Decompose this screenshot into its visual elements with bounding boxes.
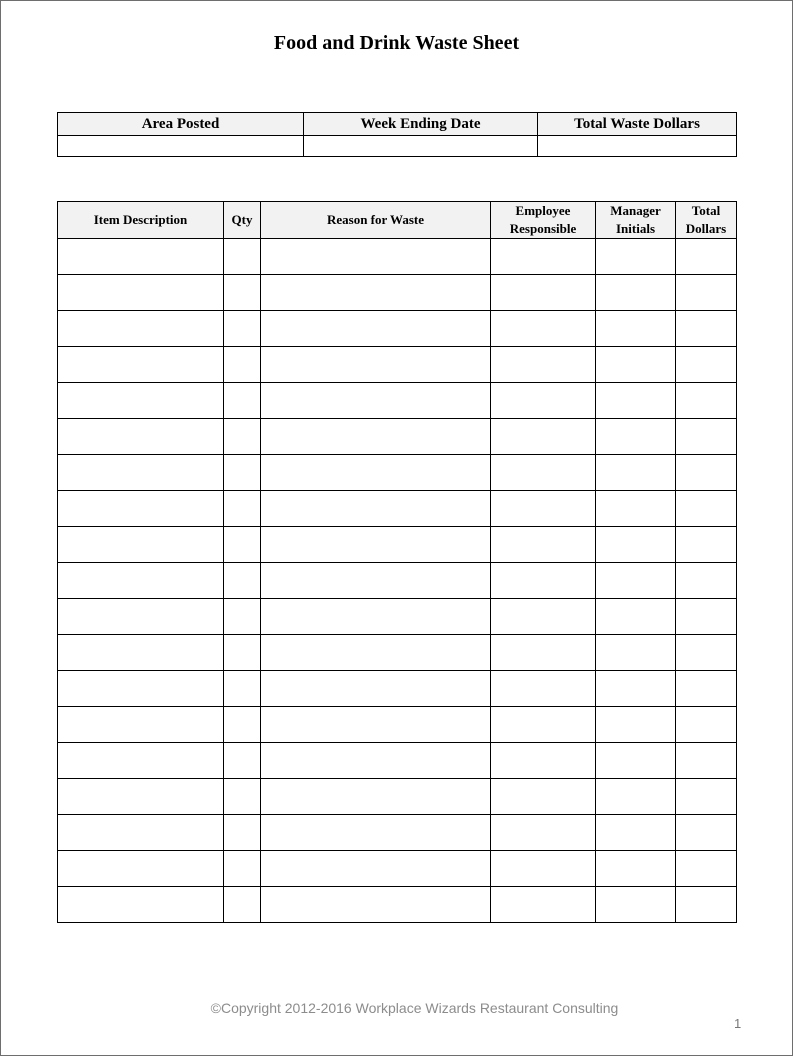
qty-cell[interactable]	[224, 239, 261, 275]
item-description-cell[interactable]	[58, 743, 224, 779]
table-row	[58, 707, 737, 743]
qty-cell[interactable]	[224, 311, 261, 347]
employee-responsible-cell[interactable]	[491, 383, 596, 419]
qty-cell[interactable]	[224, 347, 261, 383]
manager-initials-cell[interactable]	[596, 851, 676, 887]
item-description-cell[interactable]	[58, 491, 224, 527]
manager-initials-header: Manager Initials	[596, 202, 676, 239]
item-description-cell[interactable]	[58, 455, 224, 491]
week-ending-date-field[interactable]	[304, 136, 538, 157]
manager-initials-cell[interactable]	[596, 815, 676, 851]
total-dollars-cell[interactable]	[676, 851, 737, 887]
reason-for-waste-cell[interactable]	[261, 851, 491, 887]
qty-cell[interactable]	[224, 599, 261, 635]
qty-cell[interactable]	[224, 383, 261, 419]
employee-responsible-cell[interactable]	[491, 707, 596, 743]
table-row	[58, 383, 737, 419]
item-description-cell[interactable]	[58, 671, 224, 707]
table-row	[58, 347, 737, 383]
total-dollars-cell[interactable]	[676, 491, 737, 527]
table-row	[58, 419, 737, 455]
item-description-header: Item Description	[58, 202, 224, 239]
qty-cell[interactable]	[224, 887, 261, 923]
reason-for-waste-cell[interactable]	[261, 815, 491, 851]
waste-log-rows	[58, 239, 737, 923]
total-dollars-cell[interactable]	[676, 347, 737, 383]
log-header-row	[58, 202, 737, 239]
manager-initials-cell[interactable]	[596, 527, 676, 563]
manager-initials-cell[interactable]	[596, 275, 676, 311]
employee-responsible-cell[interactable]	[491, 671, 596, 707]
employee-responsible-cell[interactable]	[491, 635, 596, 671]
qty-cell[interactable]	[224, 563, 261, 599]
total-dollars-cell[interactable]	[676, 419, 737, 455]
manager-initials-cell[interactable]	[596, 311, 676, 347]
employee-responsible-cell[interactable]	[491, 815, 596, 851]
table-row	[58, 311, 737, 347]
employee-responsible-cell[interactable]	[491, 851, 596, 887]
total-dollars-cell[interactable]	[676, 311, 737, 347]
employee-responsible-cell[interactable]	[491, 347, 596, 383]
waste-log-table	[57, 201, 737, 923]
table-row	[58, 851, 737, 887]
table-row	[58, 275, 737, 311]
manager-initials-cell[interactable]	[596, 419, 676, 455]
area-posted-field[interactable]	[58, 136, 304, 157]
manager-initials-cell[interactable]	[596, 743, 676, 779]
reason-for-waste-cell[interactable]	[261, 527, 491, 563]
total-dollars-cell[interactable]	[676, 743, 737, 779]
qty-cell[interactable]	[224, 491, 261, 527]
employee-responsible-cell[interactable]	[491, 743, 596, 779]
employee-responsible-cell[interactable]	[491, 887, 596, 923]
reason-for-waste-cell[interactable]	[261, 671, 491, 707]
reason-for-waste-cell[interactable]	[261, 779, 491, 815]
table-row	[58, 635, 737, 671]
reason-for-waste-cell[interactable]	[261, 311, 491, 347]
employee-responsible-cell[interactable]	[491, 563, 596, 599]
total-waste-dollars-field[interactable]	[538, 136, 737, 157]
table-row	[58, 455, 737, 491]
qty-cell[interactable]	[224, 527, 261, 563]
reason-for-waste-cell[interactable]	[261, 419, 491, 455]
item-description-cell[interactable]	[58, 419, 224, 455]
total-dollars-cell[interactable]	[676, 527, 737, 563]
employee-responsible-cell[interactable]	[491, 779, 596, 815]
page-number: 1	[734, 1016, 742, 1031]
manager-initials-cell[interactable]	[596, 239, 676, 275]
manager-initials-cell[interactable]	[596, 671, 676, 707]
reason-for-waste-cell[interactable]	[261, 383, 491, 419]
item-description-cell[interactable]	[58, 815, 224, 851]
table-row	[58, 527, 737, 563]
employee-responsible-cell[interactable]	[491, 527, 596, 563]
table-row	[58, 887, 737, 923]
employee-responsible-cell[interactable]	[491, 239, 596, 275]
table-row	[58, 743, 737, 779]
qty-cell[interactable]	[224, 455, 261, 491]
total-waste-dollars-header: Total Waste Dollars	[538, 113, 737, 136]
reason-for-waste-cell[interactable]	[261, 491, 491, 527]
manager-initials-cell[interactable]	[596, 887, 676, 923]
manager-initials-cell[interactable]	[596, 347, 676, 383]
item-description-cell[interactable]	[58, 599, 224, 635]
manager-initials-cell[interactable]	[596, 491, 676, 527]
qty-cell[interactable]	[224, 851, 261, 887]
manager-initials-cell[interactable]	[596, 779, 676, 815]
total-dollars-header: Total Dollars	[676, 202, 737, 239]
qty-cell[interactable]	[224, 707, 261, 743]
qty-header: Qty	[224, 202, 261, 239]
summary-value-row	[58, 136, 737, 157]
item-description-cell[interactable]	[58, 887, 224, 923]
table-row	[58, 779, 737, 815]
item-description-cell[interactable]	[58, 851, 224, 887]
qty-cell[interactable]	[224, 419, 261, 455]
reason-for-waste-cell[interactable]	[261, 887, 491, 923]
manager-initials-cell[interactable]	[596, 599, 676, 635]
summary-header-row	[58, 113, 737, 136]
employee-responsible-cell[interactable]	[491, 419, 596, 455]
item-description-cell[interactable]	[58, 527, 224, 563]
qty-cell[interactable]	[224, 815, 261, 851]
manager-initials-cell[interactable]	[596, 563, 676, 599]
total-dollars-cell[interactable]	[676, 563, 737, 599]
employee-responsible-cell[interactable]	[491, 491, 596, 527]
area-posted-header: Area Posted	[58, 113, 304, 136]
total-dollars-cell[interactable]	[676, 239, 737, 275]
table-row	[58, 599, 737, 635]
manager-initials-cell[interactable]	[596, 707, 676, 743]
total-dollars-cell[interactable]	[676, 455, 737, 491]
manager-initials-cell[interactable]	[596, 383, 676, 419]
table-row	[58, 563, 737, 599]
total-dollars-cell[interactable]	[676, 779, 737, 815]
item-description-cell[interactable]	[58, 275, 224, 311]
reason-for-waste-cell[interactable]	[261, 563, 491, 599]
reason-for-waste-cell[interactable]	[261, 635, 491, 671]
item-description-cell[interactable]	[58, 563, 224, 599]
reason-for-waste-cell[interactable]	[261, 275, 491, 311]
qty-cell[interactable]	[224, 635, 261, 671]
item-description-cell[interactable]	[58, 239, 224, 275]
reason-for-waste-cell[interactable]	[261, 599, 491, 635]
total-dollars-cell[interactable]	[676, 383, 737, 419]
employee-responsible-cell[interactable]	[491, 311, 596, 347]
reason-for-waste-cell[interactable]	[261, 347, 491, 383]
total-dollars-cell[interactable]	[676, 815, 737, 851]
total-dollars-cell[interactable]	[676, 671, 737, 707]
manager-initials-cell[interactable]	[596, 455, 676, 491]
summary-table	[57, 112, 737, 157]
reason-for-waste-cell[interactable]	[261, 743, 491, 779]
reason-for-waste-cell[interactable]	[261, 239, 491, 275]
qty-cell[interactable]	[224, 743, 261, 779]
qty-cell[interactable]	[224, 779, 261, 815]
week-ending-date-header: Week Ending Date	[304, 113, 538, 136]
table-row	[58, 239, 737, 275]
table-row	[58, 491, 737, 527]
document-title: Food and Drink Waste Sheet	[273, 32, 520, 54]
employee-responsible-header: Employee Responsible	[491, 202, 596, 239]
employee-responsible-cell[interactable]	[491, 599, 596, 635]
item-description-cell[interactable]	[58, 311, 224, 347]
total-dollars-cell[interactable]	[676, 635, 737, 671]
total-dollars-cell[interactable]	[676, 887, 737, 923]
item-description-cell[interactable]	[58, 635, 224, 671]
reason-for-waste-cell[interactable]	[261, 455, 491, 491]
reason-for-waste-cell[interactable]	[261, 707, 491, 743]
item-description-cell[interactable]	[58, 383, 224, 419]
table-row	[58, 671, 737, 707]
manager-initials-cell[interactable]	[596, 635, 676, 671]
item-description-cell[interactable]	[58, 347, 224, 383]
qty-cell[interactable]	[224, 671, 261, 707]
total-dollars-cell[interactable]	[676, 275, 737, 311]
reason-for-waste-header: Reason for Waste	[261, 202, 491, 239]
total-dollars-cell[interactable]	[676, 599, 737, 635]
item-description-cell[interactable]	[58, 779, 224, 815]
copyright-notice: ©Copyright 2012-2016 Workplace Wizards Restaurant Consulting	[210, 1000, 619, 1016]
employee-responsible-cell[interactable]	[491, 275, 596, 311]
employee-responsible-cell[interactable]	[491, 455, 596, 491]
table-row	[58, 815, 737, 851]
item-description-cell[interactable]	[58, 707, 224, 743]
qty-cell[interactable]	[224, 275, 261, 311]
total-dollars-cell[interactable]	[676, 707, 737, 743]
